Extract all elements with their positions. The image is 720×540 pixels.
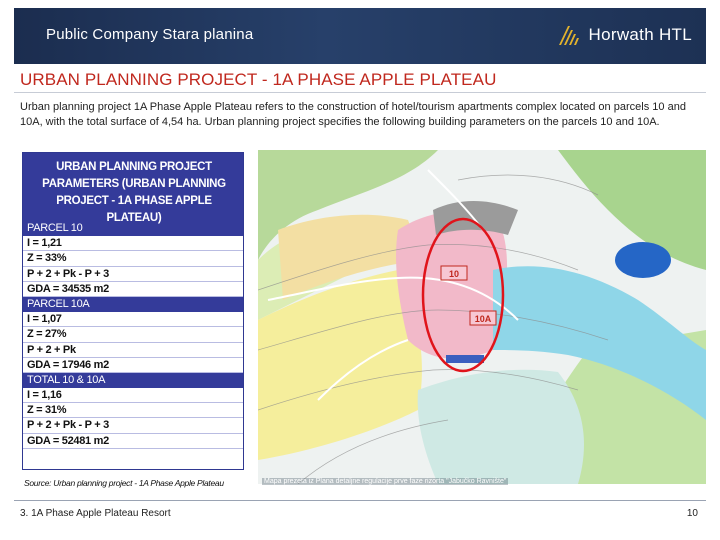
parcel-10a-label: 10A bbox=[474, 314, 492, 324]
parameter-row: P + 2 + Pk bbox=[23, 343, 243, 358]
parameter-row: Z = 33% bbox=[23, 251, 243, 266]
parameter-row: Z = 27% bbox=[23, 327, 243, 342]
parameter-row: GDA = 52481 m2 bbox=[23, 434, 243, 449]
heading-divider bbox=[14, 92, 706, 93]
brand-name: Horwath HTL bbox=[588, 25, 692, 44]
section-parcel-10: PARCEL 10 bbox=[23, 221, 243, 236]
section-total: TOTAL 10 & 10A bbox=[23, 373, 243, 388]
parameter-row: I = 1,21 bbox=[23, 236, 243, 251]
brand-logo bbox=[557, 24, 692, 46]
parameter-row: Z = 31% bbox=[23, 403, 243, 418]
header-bar bbox=[14, 8, 706, 64]
horwath-logo-icon bbox=[557, 24, 583, 46]
parameter-row: P + 2 + Pk - P + 3 bbox=[23, 267, 243, 282]
source-note: Source: Urban planning project - 1A Phase Apple Plateau bbox=[24, 478, 224, 488]
parameter-row: I = 1,16 bbox=[23, 388, 243, 403]
intro-paragraph: Urban planning project 1A Phase Apple Plateau refers to the construction of hotel/tourism apartments complex located on parcels 10 and 10A, with the total surface of 4,54 ha. Urban planning project specifies the following building parameters on the parcels 10 and 10A. bbox=[20, 101, 686, 128]
parcel-10-label: 10 bbox=[448, 269, 460, 279]
parameters-table bbox=[22, 152, 244, 470]
footer-section-title: 3. 1A Phase Apple Plateau Resort bbox=[20, 508, 171, 519]
footer-divider bbox=[14, 500, 706, 501]
page-number: 10 bbox=[686, 508, 698, 519]
section-parcel-10a: PARCEL 10A bbox=[23, 297, 243, 312]
page-title: URBAN PLANNING PROJECT - 1A PHASE APPLE PLATEAU bbox=[20, 70, 497, 89]
site-plan-illustration bbox=[258, 150, 706, 484]
company-name: Public Company Stara planina bbox=[46, 26, 254, 43]
map-caption: Mapa prezeta iz Plana detaljne regulacije prve faze rizorta "Jabučko Ravnište" bbox=[264, 478, 507, 485]
parameters-table-title: URBAN PLANNING PROJECT PARAMETERS (URBAN PLANNING PROJECT - 1A PHASE APPLE PLATEAU) bbox=[23, 153, 243, 221]
site-plan-map bbox=[258, 150, 706, 484]
parameter-row: P + 2 + Pk - P + 3 bbox=[23, 418, 243, 433]
parameter-row: I = 1,07 bbox=[23, 312, 243, 327]
parameter-row: GDA = 17946 m2 bbox=[23, 358, 243, 373]
parameter-row: GDA = 34535 m2 bbox=[23, 282, 243, 297]
